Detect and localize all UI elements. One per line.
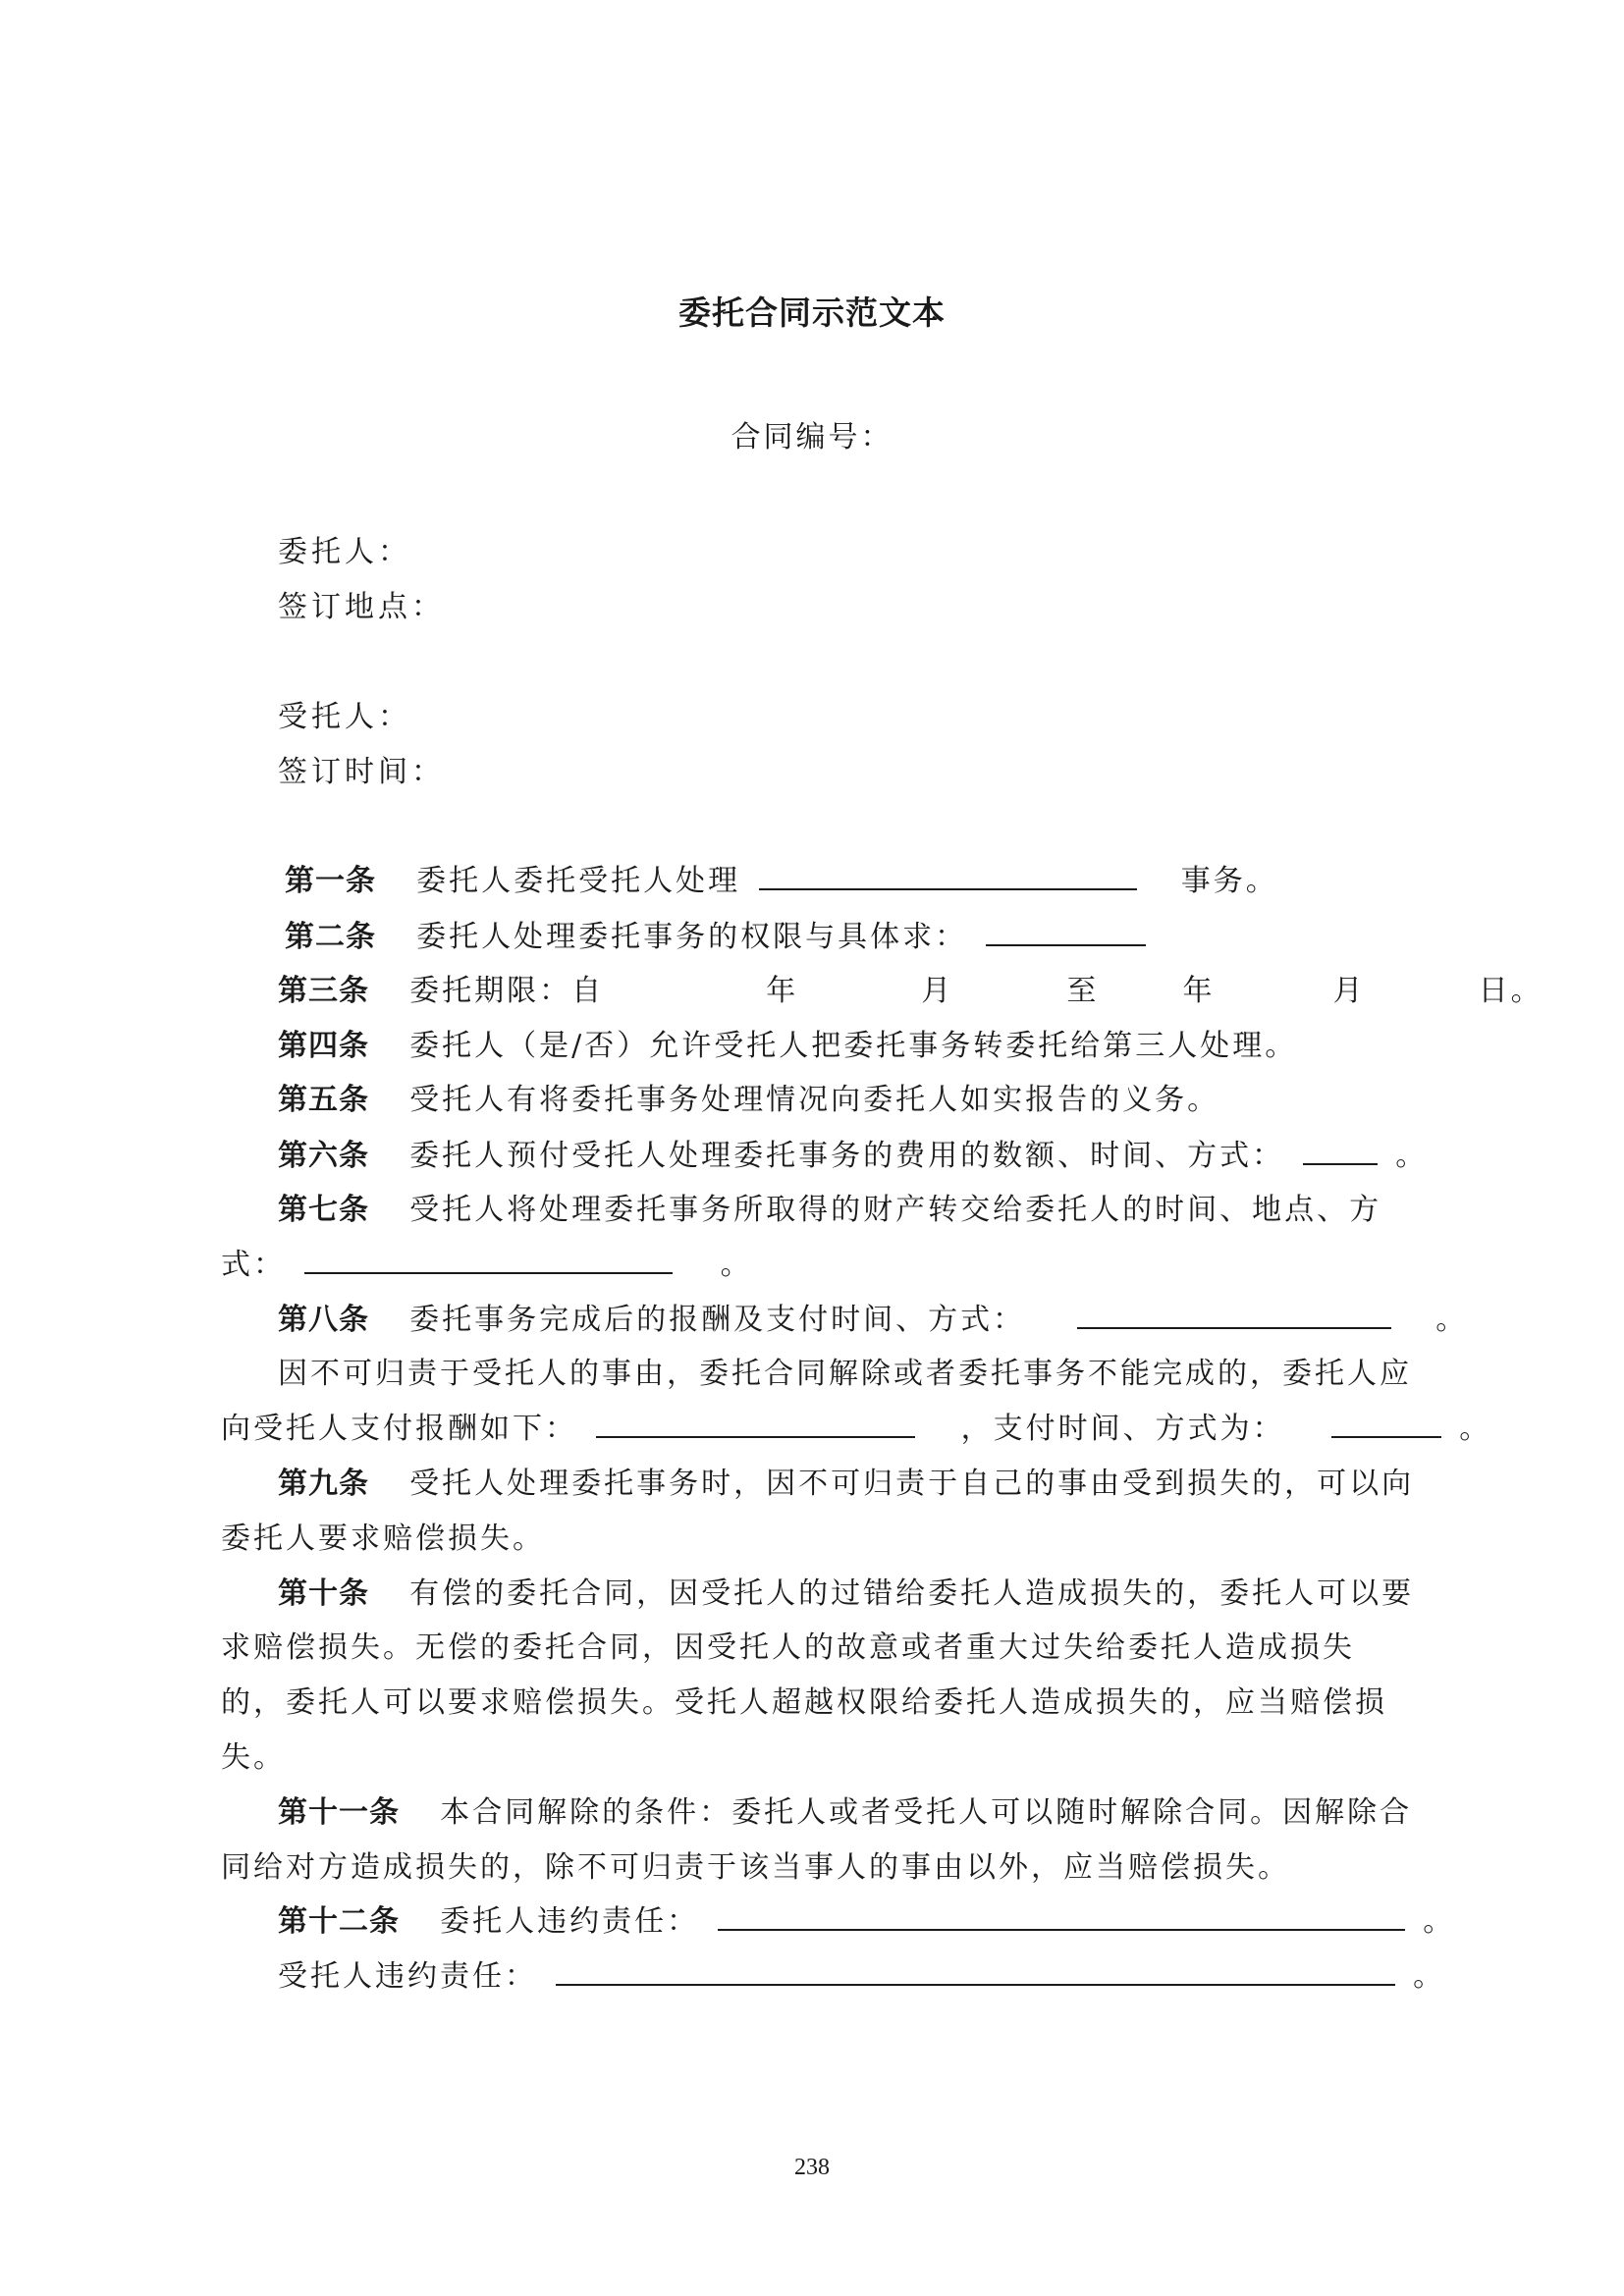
article-3-number: 第三条 xyxy=(278,974,369,1008)
article-5-text: 受托人有将委托事务处理情况向委托人如实报告的义务。 xyxy=(409,1083,1220,1117)
article-6-number: 第六条 xyxy=(278,1139,369,1173)
article-4-text: 委托人（是/否）允许受托人把委托事务转委托给第三人处理。 xyxy=(409,1029,1298,1063)
article-8-number: 第八条 xyxy=(278,1303,369,1337)
article-7-line-2 xyxy=(221,1240,753,1283)
article-3-month-end: 月 xyxy=(1332,974,1366,1008)
article-12-tail: 。 xyxy=(1423,1904,1456,1939)
article-8-para-2-tail: 。 xyxy=(1459,1412,1492,1446)
article-10-line-1 xyxy=(278,1569,1414,1612)
article-11-number: 第十一条 xyxy=(278,1795,400,1830)
article-3-year-end: 年 xyxy=(1182,974,1216,1008)
article-11-line-1 xyxy=(278,1788,1412,1831)
article-3-to: 至 xyxy=(1066,974,1100,1008)
article-12-text: 委托人违约责任： xyxy=(440,1904,700,1939)
agent-label: 受托人： xyxy=(278,700,411,734)
article-6-text: 委托人预付受托人处理委托事务的费用的数额、时间、方式： xyxy=(409,1139,1285,1173)
article-5 xyxy=(278,1075,1219,1118)
article-2 xyxy=(285,912,1152,955)
article-12-number: 第十二条 xyxy=(278,1904,400,1939)
page-number: 238 xyxy=(794,2155,830,2180)
article-1-blank[interactable] xyxy=(759,859,1137,890)
article-12-tail-2: 。 xyxy=(1413,1959,1446,1994)
article-4 xyxy=(278,1021,1297,1064)
article-5-number: 第五条 xyxy=(278,1083,369,1117)
article-8-tail: 。 xyxy=(1435,1303,1469,1337)
article-12-agent-liability-text: 受托人违约责任： xyxy=(278,1959,537,1994)
article-8-blank[interactable] xyxy=(1077,1298,1391,1329)
document-title: 委托合同示范文本 xyxy=(678,294,946,332)
article-8 xyxy=(278,1295,1468,1338)
article-3-text: 委托期限：自 xyxy=(409,974,605,1008)
article-7-blank[interactable] xyxy=(304,1243,673,1274)
article-7-tail: 。 xyxy=(720,1248,753,1282)
article-1-number: 第一条 xyxy=(285,864,376,898)
article-8-text: 委托事务完成后的报酬及支付时间、方式： xyxy=(409,1303,1026,1337)
article-6-tail: 。 xyxy=(1395,1139,1429,1173)
article-9-text-1: 受托人处理委托事务时，因不可归责于自己的事由受到损失的，可以向 xyxy=(409,1467,1415,1501)
article-10-line-2: 求赔偿损失。无偿的委托合同，因受托人的故意或者重大过失给委托人造成损失 xyxy=(221,1630,1355,1665)
article-7-text-1: 受托人将处理委托事务所取得的财产转交给委托人的时间、地点、方 xyxy=(409,1193,1382,1227)
article-11-text-1: 本合同解除的条件：委托人或者受托人可以随时解除合同。因解除合 xyxy=(440,1795,1413,1830)
sign-time-label: 签订时间： xyxy=(278,755,445,789)
article-7-text-2: 式： xyxy=(221,1248,286,1282)
article-10-number: 第十条 xyxy=(278,1576,369,1611)
article-12-line-2 xyxy=(278,1951,1445,1995)
article-2-number: 第二条 xyxy=(285,920,376,954)
article-1 xyxy=(285,856,1278,899)
article-12 xyxy=(278,1896,1455,1940)
article-3-year-start: 年 xyxy=(766,974,799,1008)
article-4-number: 第四条 xyxy=(278,1029,369,1063)
article-10-text-1: 有偿的委托合同，因受托人的过错给委托人造成损失的，委托人可以要 xyxy=(409,1576,1415,1611)
article-7-number: 第七条 xyxy=(278,1193,369,1227)
article-1-tail: 事务。 xyxy=(1180,864,1278,898)
article-12-principal-liability-blank[interactable] xyxy=(718,1899,1405,1931)
sign-place-label: 签订地点： xyxy=(278,590,445,624)
article-9-line-1 xyxy=(278,1459,1414,1502)
article-8-remuneration-blank[interactable] xyxy=(596,1407,915,1438)
article-1-text: 委托人委托受托人处理 xyxy=(416,864,741,898)
principal-label: 委托人： xyxy=(278,535,411,569)
article-2-text: 委托人处理委托事务的权限与具体求： xyxy=(416,920,968,954)
article-7-line-1 xyxy=(278,1185,1381,1228)
article-2-blank[interactable] xyxy=(986,915,1146,946)
article-8-para-2-text-b: ，支付时间、方式为： xyxy=(960,1412,1285,1446)
article-8-payment-blank[interactable] xyxy=(1331,1407,1441,1438)
article-9-number: 第九条 xyxy=(278,1467,369,1501)
article-10-line-3: 的，委托人可以要求赔偿损失。受托人超越权限给委托人造成损失的，应当赔偿损 xyxy=(221,1685,1387,1720)
contract-number-label: 合同编号： xyxy=(731,420,893,454)
article-8-para-2-line-2 xyxy=(221,1404,1491,1447)
article-10-line-4: 失。 xyxy=(221,1740,286,1775)
article-8-para-2-text-a: 向受托人支付报酬如下： xyxy=(221,1412,577,1446)
article-3 xyxy=(278,966,1543,1009)
article-12-agent-liability-blank[interactable] xyxy=(556,1954,1395,1986)
article-6-blank[interactable] xyxy=(1303,1134,1378,1165)
article-8-para-2-line-1: 因不可归责于受托人的事由，委托合同解除或者委托事务不能完成的，委托人应 xyxy=(278,1357,1412,1391)
article-3-day: 日。 xyxy=(1478,974,1543,1008)
article-3-month-start: 月 xyxy=(921,974,954,1008)
article-6 xyxy=(278,1131,1428,1174)
article-9-line-2: 委托人要求赔偿损失。 xyxy=(221,1522,545,1556)
article-11-line-2: 同给对方造成损失的，除不可归责于该当事人的事由以外，应当赔偿损失。 xyxy=(221,1850,1290,1885)
